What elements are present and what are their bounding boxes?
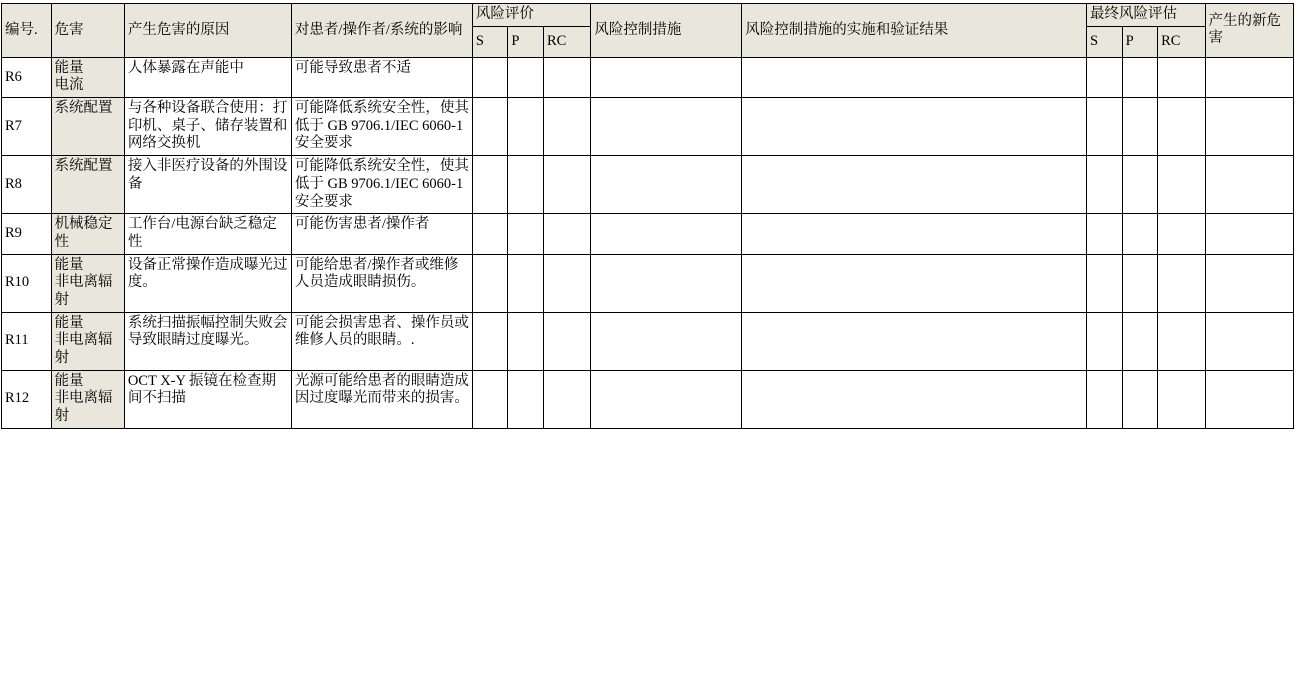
cell-hazard <box>51 98 124 156</box>
hazard-main: 系统配置 <box>54 100 113 117</box>
cell-hazard <box>51 312 124 370</box>
cell-p[interactable] <box>508 370 544 428</box>
cell-control[interactable] <box>591 312 742 370</box>
cell-hazard <box>51 254 124 312</box>
cell-p[interactable] <box>508 254 544 312</box>
cell-new-hazard[interactable] <box>1205 254 1293 312</box>
cell-verification[interactable] <box>742 312 1087 370</box>
cell-final-s[interactable] <box>1087 312 1123 370</box>
cell-p[interactable] <box>508 156 544 214</box>
cell-control[interactable] <box>591 254 742 312</box>
cell-s[interactable] <box>472 254 508 312</box>
risk-analysis-table <box>1 3 1294 429</box>
cell-verification[interactable] <box>742 156 1087 214</box>
cell-final-s[interactable] <box>1087 57 1123 97</box>
cell-control[interactable] <box>591 156 742 214</box>
table-row <box>2 156 1294 214</box>
cell-rc[interactable] <box>543 370 590 428</box>
cell-rc[interactable] <box>543 156 590 214</box>
cell-rc[interactable] <box>543 98 590 156</box>
subheader-final-p: P <box>1122 26 1158 57</box>
table-row <box>2 254 1294 312</box>
cell-verification[interactable] <box>742 370 1087 428</box>
cell-rc[interactable] <box>543 57 590 97</box>
cell-id: R9 <box>2 214 52 254</box>
cell-final-rc[interactable] <box>1158 370 1205 428</box>
hazard-main: 能量 <box>54 256 84 273</box>
cell-final-rc[interactable] <box>1158 98 1205 156</box>
table-row <box>2 214 1294 254</box>
cell-effect: 可能降低系统安全性，使其低于 GB 9706.1/IEC 6060-1 安全要求 <box>291 156 472 214</box>
cell-rc[interactable] <box>543 214 590 254</box>
hazard-main: 能量 <box>54 372 84 389</box>
table-body <box>2 57 1294 428</box>
hazard-main: 能量 <box>54 59 84 76</box>
cell-final-s[interactable] <box>1087 370 1123 428</box>
subheader-final-rc: RC <box>1158 26 1205 57</box>
hazard-sub: 非电离辐射 <box>54 390 113 425</box>
cell-control[interactable] <box>591 98 742 156</box>
cell-id: R7 <box>2 98 52 156</box>
cell-final-rc[interactable] <box>1158 312 1205 370</box>
cell-id: R6 <box>2 57 52 97</box>
cell-s[interactable] <box>472 156 508 214</box>
cell-s[interactable] <box>472 370 508 428</box>
cell-id: R11 <box>2 312 52 370</box>
table-row <box>2 57 1294 97</box>
hazard-main: 机械稳定性 <box>54 216 113 250</box>
cell-effect: 可能导致患者不适 <box>291 57 472 97</box>
hazard-sub: 电流 <box>54 77 84 94</box>
cell-hazard <box>51 156 124 214</box>
header-final-evaluation: 最终风险评估 <box>1087 4 1206 27</box>
hazard-main: 能量 <box>54 314 84 331</box>
header-hazard: 危害 <box>51 4 124 58</box>
cell-final-s[interactable] <box>1087 254 1123 312</box>
cell-final-p[interactable] <box>1122 57 1158 97</box>
cell-new-hazard[interactable] <box>1205 370 1293 428</box>
cell-s[interactable] <box>472 57 508 97</box>
cell-effect: 可能伤害患者/操作者 <box>291 214 472 254</box>
cell-final-p[interactable] <box>1122 312 1158 370</box>
cell-cause: 与各种设备联合使用：打印机、桌子、储存装置和网络交换机 <box>124 98 291 156</box>
cell-control[interactable] <box>591 57 742 97</box>
table-row <box>2 370 1294 428</box>
cell-effect: 可能降低系统安全性，使其低于 GB 9706.1/IEC 6060-1 安全要求 <box>291 98 472 156</box>
cell-final-p[interactable] <box>1122 156 1158 214</box>
subheader-s: S <box>472 26 508 57</box>
subheader-p: P <box>508 26 544 57</box>
cell-final-rc[interactable] <box>1158 254 1205 312</box>
cell-p[interactable] <box>508 214 544 254</box>
cell-verification[interactable] <box>742 98 1087 156</box>
cell-cause: OCT X-Y 振镜在检查期间不扫描 <box>124 370 291 428</box>
cell-id: R8 <box>2 156 52 214</box>
cell-verification[interactable] <box>742 57 1087 97</box>
cell-new-hazard[interactable] <box>1205 57 1293 97</box>
cell-new-hazard[interactable] <box>1205 312 1293 370</box>
cell-effect: 可能给患者/操作者或维修人员造成眼睛损伤。 <box>291 254 472 312</box>
subheader-rc: RC <box>543 26 590 57</box>
cell-cause: 工作台/电源台缺乏稳定性 <box>124 214 291 254</box>
table-row <box>2 98 1294 156</box>
header-id: 编号. <box>2 4 52 58</box>
cell-final-p[interactable] <box>1122 254 1158 312</box>
cell-rc[interactable] <box>543 312 590 370</box>
cell-final-p[interactable] <box>1122 98 1158 156</box>
hazard-sub: 非电离辐射 <box>54 274 113 308</box>
cell-s[interactable] <box>472 214 508 254</box>
cell-p[interactable] <box>508 98 544 156</box>
header-new-hazard: 产生的新危害 <box>1205 4 1293 58</box>
cell-final-p[interactable] <box>1122 214 1158 254</box>
cell-final-s[interactable] <box>1087 156 1123 214</box>
subheader-final-s: S <box>1087 26 1123 57</box>
cell-p[interactable] <box>508 57 544 97</box>
header-effect: 对患者/操作者/系统的影响 <box>291 4 472 58</box>
cell-effect: 可能会损害患者、操作员或维修人员的眼睛。. <box>291 312 472 370</box>
cell-new-hazard[interactable] <box>1205 156 1293 214</box>
table-row <box>2 312 1294 370</box>
cell-rc[interactable] <box>543 254 590 312</box>
cell-control[interactable] <box>591 370 742 428</box>
cell-cause: 系统扫描振幅控制失败会导致眼睛过度曝光。 <box>124 312 291 370</box>
table-header-row <box>2 4 1294 27</box>
cell-verification[interactable] <box>742 254 1087 312</box>
cell-cause: 设备正常操作造成曝光过度。 <box>124 254 291 312</box>
cell-final-rc[interactable] <box>1158 156 1205 214</box>
cell-hazard <box>51 57 124 97</box>
cell-cause: 接入非医疗设备的外围设备 <box>124 156 291 214</box>
cell-final-s[interactable] <box>1087 214 1123 254</box>
cell-final-s[interactable] <box>1087 98 1123 156</box>
cell-final-p[interactable] <box>1122 370 1158 428</box>
cell-final-rc[interactable] <box>1158 57 1205 97</box>
cell-s[interactable] <box>472 312 508 370</box>
header-risk-control: 风险控制措施 <box>591 4 742 58</box>
cell-hazard <box>51 370 124 428</box>
header-risk-evaluation: 风险评价 <box>472 4 591 27</box>
cell-cause: 人体暴露在声能中 <box>124 57 291 97</box>
cell-p[interactable] <box>508 312 544 370</box>
cell-s[interactable] <box>472 98 508 156</box>
hazard-main: 系统配置 <box>54 158 113 175</box>
cell-control[interactable] <box>591 214 742 254</box>
cell-hazard <box>51 214 124 254</box>
hazard-sub: 非电离辐射 <box>54 332 113 366</box>
cell-id: R12 <box>2 370 52 428</box>
cell-new-hazard[interactable] <box>1205 98 1293 156</box>
header-cause: 产生危害的原因 <box>124 4 291 58</box>
cell-effect: 光源可能给患者的眼睛造成因过度曝光而带来的损害。 <box>291 370 472 428</box>
cell-final-rc[interactable] <box>1158 214 1205 254</box>
cell-id: R10 <box>2 254 52 312</box>
cell-new-hazard[interactable] <box>1205 214 1293 254</box>
header-verification: 风险控制措施的实施和验证结果 <box>742 4 1087 58</box>
cell-verification[interactable] <box>742 214 1087 254</box>
